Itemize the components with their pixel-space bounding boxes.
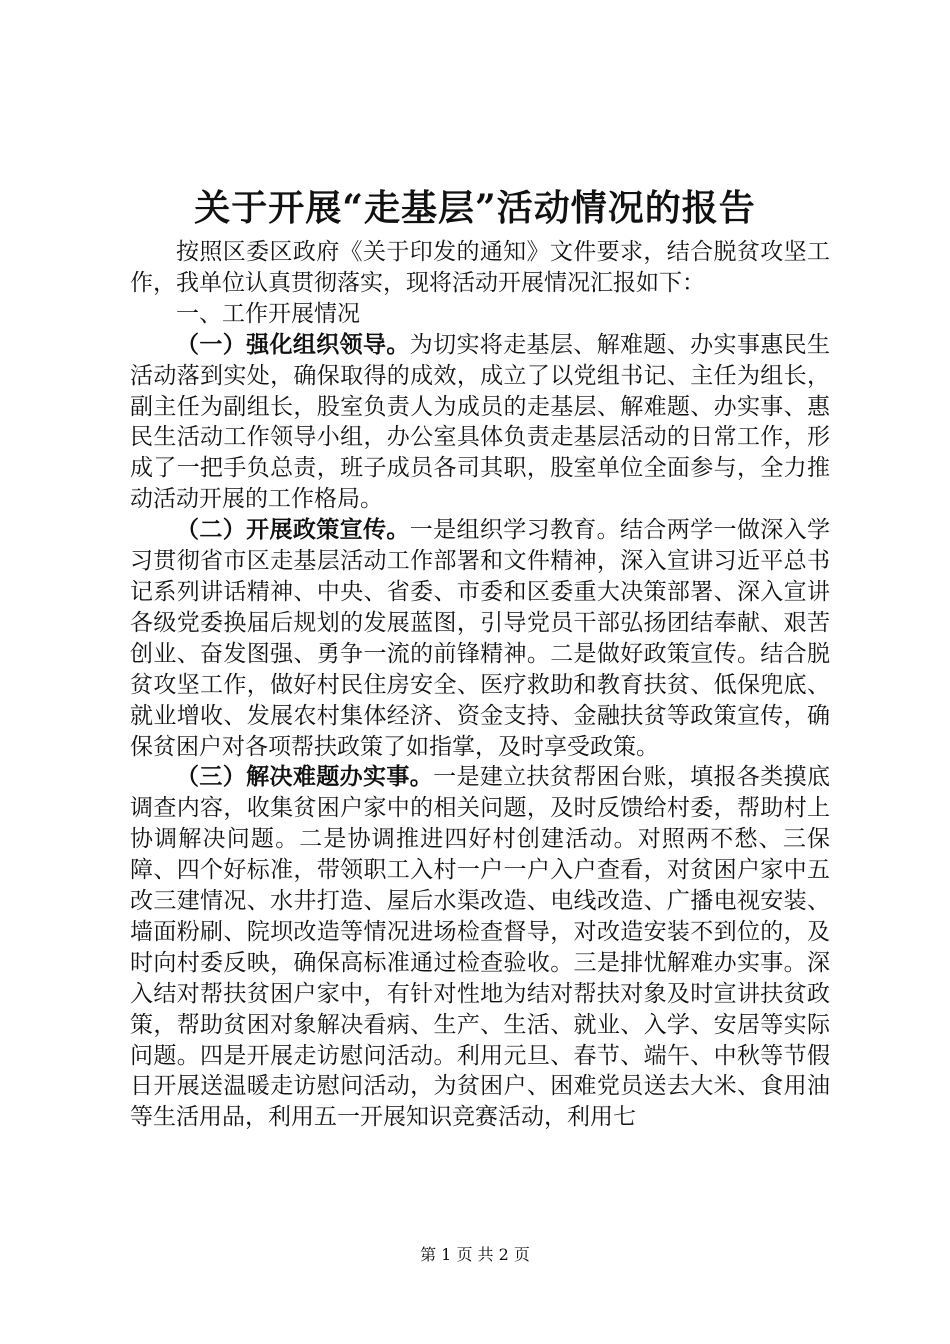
- section-text-2: 一是组织学习教育。结合两学一做深入学习贯彻省市区走基层活动工作部署和文件精神，深入宣讲习近平总书记系列讲话精神、中央、省委、市委和区委重大决策部署、深入宣讲各级党委换届后规划的发展蓝图，引导党员干部弘扬团结奉献、艰苦创业、奋发图强、勇争一流的前锋精神。二是做好政策宣传。结合脱贫攻坚工作，做好村民住房安全、医疗救助和教育扶贫、低保兜底、就业增收、发展农村集体经济、资金支持、金融扶贫等政策宣传，确保贫困户对各项帮扶政策了如指掌，及时享受政策。: [130, 517, 831, 760]
- section-lead-2: （二）开展政策宣传。: [176, 516, 410, 544]
- document-body: [130, 237, 830, 1133]
- document-title: 关于开展“走基层”活动情况的报告: [194, 187, 756, 229]
- section-text-3: 一是建立扶贫帮困台账，填报各类摸底调查内容，收集贫困户家中的相关问题，及时反馈给村委，帮助村上协调解决问题。二是协调推进四好村创建活动。对照两不愁、三保障、四个好标准，带领职工入村一户一户入户查看，对贫困户家中五改三建情况、水井打造、屋后水渠改造、电线改造、广播电视安装、墙面粉刷、院坝改造等情况进场检查督导，对改造安装不到位的，及时向村委反映，确保高标准通过检查验收。三是排忧解难办实事。深入结对帮扶贫困户家中，有针对性地为结对帮扶对象及时宣讲扶贫政策，帮助贫困对象解决看病、生产、生活、就业、入学、安居等实际问题。四是开展走访慰问活动。利用元旦、春节、端午、中秋等节假日开展送温暖走访慰问活动，为贫困户、困难党员送去大米、食用油等生活用品，利用五一开展知识竞赛活动，利用七: [130, 764, 831, 1131]
- section-paragraph-1: [130, 330, 830, 515]
- page-footer: 第 1 页 共 2 页: [420, 1245, 530, 1264]
- section-lead-1: （一）强化组织领导。: [176, 330, 410, 358]
- section-text-1: 为切实将走基层、解难题、办实事惠民生活动落到实处，确保取得的成效，成立了以党组书记、主任为组长，副主任为副组长，股室负责人为成员的走基层、解难题、办实事、惠民生活动工作领导小组，办公室具体负责走基层活动的日常工作，形成了一把手负总责，班子成员各司其职，股室单位全面参与，全力推动活动开展的工作格局。: [130, 331, 831, 513]
- section-lead-3: （三）解决难题办实事。: [176, 763, 434, 791]
- section-heading-1: 一、工作开展情况: [176, 300, 360, 327]
- section-paragraph-2: [130, 515, 830, 762]
- section-paragraph-3: [130, 762, 830, 1133]
- intro-paragraph: 按照区委区政府《关于印发的通知》文件要求，结合脱贫攻坚工作，我单位认真贯彻落实，现将活动开展情况汇报如下：: [130, 239, 830, 296]
